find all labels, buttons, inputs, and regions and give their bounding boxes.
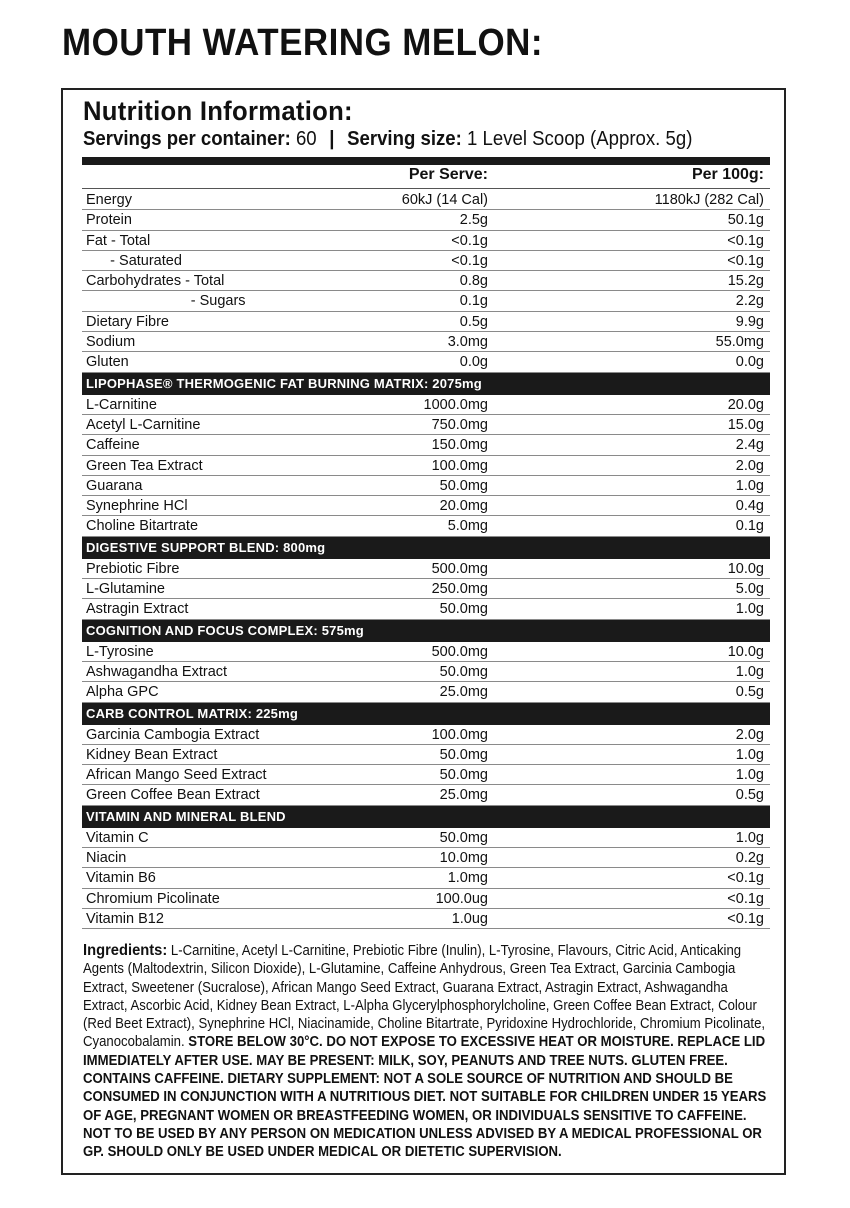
per-100g-value: 1180kJ (282 Cal) bbox=[654, 192, 764, 208]
table-row bbox=[82, 496, 770, 516]
nutrient-name: Garcinia Cambogia Extract bbox=[86, 726, 260, 743]
panel-title: Nutrition Information: bbox=[83, 96, 353, 126]
per-serve-value: 50.0mg bbox=[439, 746, 488, 763]
per-serve-value: 500.0mg bbox=[431, 643, 488, 660]
per-100g-value: <0.1g bbox=[727, 910, 764, 927]
nutrient-name: Choline Bitartrate bbox=[86, 518, 199, 535]
ingredients-text: L-Carnitine, Acetyl L-Carnitine, Prebiotic Fibre (Inulin), L-Tyrosine, Flavours, Citric Acid, Anticaking Agents (Maltodextrin, Silicon Dioxide), L-Glutamine, Caffeine Anhydrous, Green Tea Extract, Garcinia Cambogia Extract, Sweetener (Sucralose), African Mango Seed Extract, Guarana Extract, Astragin Extract, Ashwagandha Extract, Ascorbic Acid, Kidney Bean Extract, L-Alpha Glycerylphosphorylcholine, Green Coffee Bean Extract, Colour (Red Beet Extract), Synephrine HCl, Niacinamide, Choline Bitartrate, Pyridoxine Hydrochloride, Chromium Picolinate, Cyanocobalamin. bbox=[83, 943, 766, 1051]
nutrient-name: Alpha GPC bbox=[86, 684, 159, 701]
nutrient-name: African Mango Seed Extract bbox=[86, 767, 267, 784]
nutrient-name: Green Tea Extract bbox=[86, 457, 203, 474]
nutrient-name: Sodium bbox=[86, 334, 136, 351]
table-row bbox=[82, 456, 770, 476]
per-serve-value: 1.0mg bbox=[447, 870, 488, 887]
per-100g-value: 55.0mg bbox=[715, 334, 764, 351]
per-serve-value: 20.0mg bbox=[439, 498, 488, 515]
per-100g-value: 10.0g bbox=[727, 643, 764, 660]
table-row bbox=[82, 785, 770, 805]
table-row bbox=[82, 868, 770, 888]
per-100g-value: <0.1g bbox=[727, 870, 764, 887]
per-100g-value: 1.0g bbox=[735, 829, 764, 846]
per-100g-value: <0.1g bbox=[727, 890, 764, 907]
per-serve-value: 0.8g bbox=[459, 273, 488, 290]
table-row bbox=[82, 725, 770, 745]
nutrient-name: Green Coffee Bean Extract bbox=[86, 787, 260, 804]
per-serve-value: 50.0mg bbox=[439, 477, 488, 494]
table-row bbox=[82, 352, 770, 372]
table-row bbox=[82, 909, 770, 929]
per-serve-value: 100.0mg bbox=[431, 457, 488, 474]
header-rule bbox=[82, 157, 770, 165]
per-serve-value: 50.0mg bbox=[439, 663, 488, 680]
per-100g-value: 9.9g bbox=[735, 313, 764, 330]
table-row bbox=[82, 251, 770, 271]
per-serve-value: 0.1g bbox=[459, 293, 488, 310]
nutrient-name: Chromium Picolinate bbox=[86, 890, 220, 907]
column-header-row bbox=[82, 166, 770, 189]
serving-separator: | bbox=[329, 128, 335, 150]
per-serve-value: 0.5g bbox=[459, 313, 488, 330]
per-serve-value: 5.0mg bbox=[447, 518, 488, 535]
table-row bbox=[82, 745, 770, 765]
nutrient-name: Niacin bbox=[86, 850, 127, 867]
per-100g-value: 2.2g bbox=[735, 293, 764, 310]
per-serve-value: 60kJ (14 Cal) bbox=[401, 192, 488, 208]
nutrient-name: Carbohydrates - Total bbox=[86, 273, 225, 290]
section-heading: CARB CONTROL MATRIX: 225mg bbox=[82, 703, 770, 725]
per-100g-value: 0.5g bbox=[735, 684, 764, 701]
per-serve-value: 0.0g bbox=[459, 354, 488, 371]
per-serve-header: Per Serve: bbox=[408, 166, 488, 183]
nutrient-name: L-Glutamine bbox=[86, 581, 165, 598]
nutrient-name: Vitamin B6 bbox=[86, 870, 156, 887]
per-serve-value: 50.0mg bbox=[439, 829, 488, 846]
per-serve-value: 750.0mg bbox=[431, 416, 488, 433]
per-100g-value: 1.0g bbox=[735, 477, 764, 494]
nutrient-name: Vitamin B12 bbox=[86, 910, 164, 927]
nutrient-name: Caffeine bbox=[86, 437, 140, 454]
ingredients-block bbox=[83, 942, 773, 1162]
nutrient-name: Fat - Total bbox=[86, 232, 151, 249]
nutrient-name: L-Carnitine bbox=[86, 396, 157, 413]
per-serve-value: 2.5g bbox=[459, 212, 488, 229]
per-serve-value: 100.0ug bbox=[435, 890, 488, 907]
per-100g-value: 1.0g bbox=[735, 601, 764, 618]
table-row bbox=[82, 599, 770, 619]
per-serve-value: 1.0ug bbox=[451, 910, 488, 927]
table-row bbox=[82, 682, 770, 702]
section-heading: COGNITION AND FOCUS COMPLEX: 575mg bbox=[82, 620, 770, 642]
table-row bbox=[82, 312, 770, 332]
ingredients-label: Ingredients: bbox=[83, 942, 168, 959]
per-100g-value: 10.0g bbox=[727, 560, 764, 577]
per-serve-value: 150.0mg bbox=[431, 437, 488, 454]
table-row bbox=[82, 765, 770, 785]
nutrient-name: Ashwagandha Extract bbox=[86, 663, 228, 680]
table-row bbox=[82, 848, 770, 868]
per-100g-value: 15.0g bbox=[727, 416, 764, 433]
serving-size-value: 1 Level Scoop (Approx. 5g) bbox=[467, 128, 693, 150]
nutrient-name: Energy bbox=[86, 192, 132, 208]
nutrient-name: Synephrine HCl bbox=[86, 498, 188, 515]
table-row bbox=[82, 332, 770, 352]
table-row bbox=[82, 271, 770, 291]
per-100g-header: Per 100g: bbox=[691, 166, 764, 183]
nutrient-name: L-Tyrosine bbox=[86, 643, 154, 660]
nutrition-panel bbox=[61, 88, 786, 1175]
per-100g-value: <0.1g bbox=[727, 232, 764, 249]
per-100g-value: 2.4g bbox=[735, 437, 764, 454]
servings-label: Servings per container: bbox=[83, 128, 291, 150]
table-row bbox=[82, 476, 770, 496]
serving-size-label: Serving size: bbox=[347, 128, 462, 150]
table-row bbox=[82, 579, 770, 599]
table-row bbox=[82, 231, 770, 251]
per-100g-value: 2.0g bbox=[735, 726, 764, 743]
table-row bbox=[82, 291, 770, 311]
per-100g-value: 0.5g bbox=[735, 787, 764, 804]
per-100g-value: 1.0g bbox=[735, 767, 764, 784]
table-row bbox=[82, 642, 770, 662]
table-row bbox=[82, 435, 770, 455]
per-serve-value: 10.0mg bbox=[439, 850, 488, 867]
per-100g-value: 1.0g bbox=[735, 663, 764, 680]
per-100g-value: 0.4g bbox=[735, 498, 764, 515]
per-serve-value: 50.0mg bbox=[439, 767, 488, 784]
flavour-heading: MOUTH WATERING MELON: bbox=[62, 22, 543, 64]
nutrient-name: Astragin Extract bbox=[86, 601, 189, 618]
per-serve-value: 25.0mg bbox=[439, 787, 488, 804]
per-serve-value: 25.0mg bbox=[439, 684, 488, 701]
per-100g-value: 2.0g bbox=[735, 457, 764, 474]
table-row bbox=[82, 210, 770, 230]
per-serve-value: 250.0mg bbox=[431, 581, 488, 598]
servings-value: 60 bbox=[295, 128, 317, 150]
per-100g-value: 20.0g bbox=[727, 396, 764, 413]
table-row bbox=[82, 516, 770, 536]
per-100g-value: 0.2g bbox=[735, 850, 764, 867]
nutrient-name: Protein bbox=[86, 212, 132, 229]
table-row bbox=[82, 662, 770, 682]
per-100g-value: 50.1g bbox=[727, 212, 764, 229]
nutrient-name: Guarana bbox=[86, 477, 143, 494]
section-heading: DIGESTIVE SUPPORT BLEND: 800mg bbox=[82, 537, 770, 559]
table-row bbox=[82, 828, 770, 848]
per-100g-value: <0.1g bbox=[727, 252, 764, 269]
per-serve-value: 3.0mg bbox=[447, 334, 488, 351]
nutrient-name: Gluten bbox=[86, 354, 129, 371]
nutrient-name: Dietary Fibre bbox=[86, 313, 169, 330]
nutrient-name: - Saturated bbox=[86, 252, 182, 269]
table-row bbox=[82, 559, 770, 579]
per-serve-value: <0.1g bbox=[451, 252, 488, 269]
nutrient-name: Prebiotic Fibre bbox=[86, 560, 180, 577]
table-row bbox=[82, 395, 770, 415]
warnings-text: STORE BELOW 30°C. DO NOT EXPOSE TO EXCESSIVE HEAT OR MOISTURE. REPLACE LID IMMEDIATELY AFTER USE. MAY BE PRESENT: MILK, SOY, PEANUTS AND TREE NUTS. GLUTEN FREE. CONTAINS CAFFEINE. DIETARY SUPPLEMENT: NOT A SOLE SOURCE OF NUTRITION AND SHOULD BE CONSUMED IN CONJUNCTION WITH A NUTRITIOUS DIET. NOT SUITABLE FOR CHILDREN UNDER 15 YEARS OF AGE, PREGNANT WOMEN OR BREASTFEEDING WOMEN, OR INDIVIDUALS SENSITIVE TO CAFFEINE. NOT TO BE USED BY ANY PERSON ON MEDICATION UNLESS ADVISED BY A MEDICAL PROFESSIONAL OR GP. SHOULD ONLY BE USED UNDER MEDICAL OR DIETETIC SUPERVISION. bbox=[83, 1034, 767, 1161]
per-100g-value: 0.0g bbox=[735, 354, 764, 371]
per-serve-value: 100.0mg bbox=[431, 726, 488, 743]
per-serve-value: 1000.0mg bbox=[423, 396, 488, 413]
table-row bbox=[82, 889, 770, 909]
per-100g-value: 0.1g bbox=[735, 518, 764, 535]
nutrient-name: - Sugars bbox=[86, 293, 246, 310]
table-row bbox=[82, 190, 770, 210]
table-row bbox=[82, 415, 770, 435]
per-100g-value: 5.0g bbox=[735, 581, 764, 598]
serving-info bbox=[83, 128, 692, 151]
per-100g-value: 15.2g bbox=[727, 273, 764, 290]
nutrient-name: Kidney Bean Extract bbox=[86, 746, 218, 763]
section-heading: LIPOPHASE® THERMOGENIC FAT BURNING MATRIX: 2075mg bbox=[82, 373, 770, 395]
per-serve-value: 50.0mg bbox=[439, 601, 488, 618]
per-100g-value: 1.0g bbox=[735, 746, 764, 763]
nutrient-name: Acetyl L-Carnitine bbox=[86, 416, 201, 433]
section-heading: VITAMIN AND MINERAL BLEND bbox=[82, 806, 770, 828]
nutrition-table bbox=[82, 190, 770, 929]
per-serve-value: <0.1g bbox=[451, 232, 488, 249]
per-serve-value: 500.0mg bbox=[431, 560, 488, 577]
nutrient-name: Vitamin C bbox=[86, 829, 149, 846]
